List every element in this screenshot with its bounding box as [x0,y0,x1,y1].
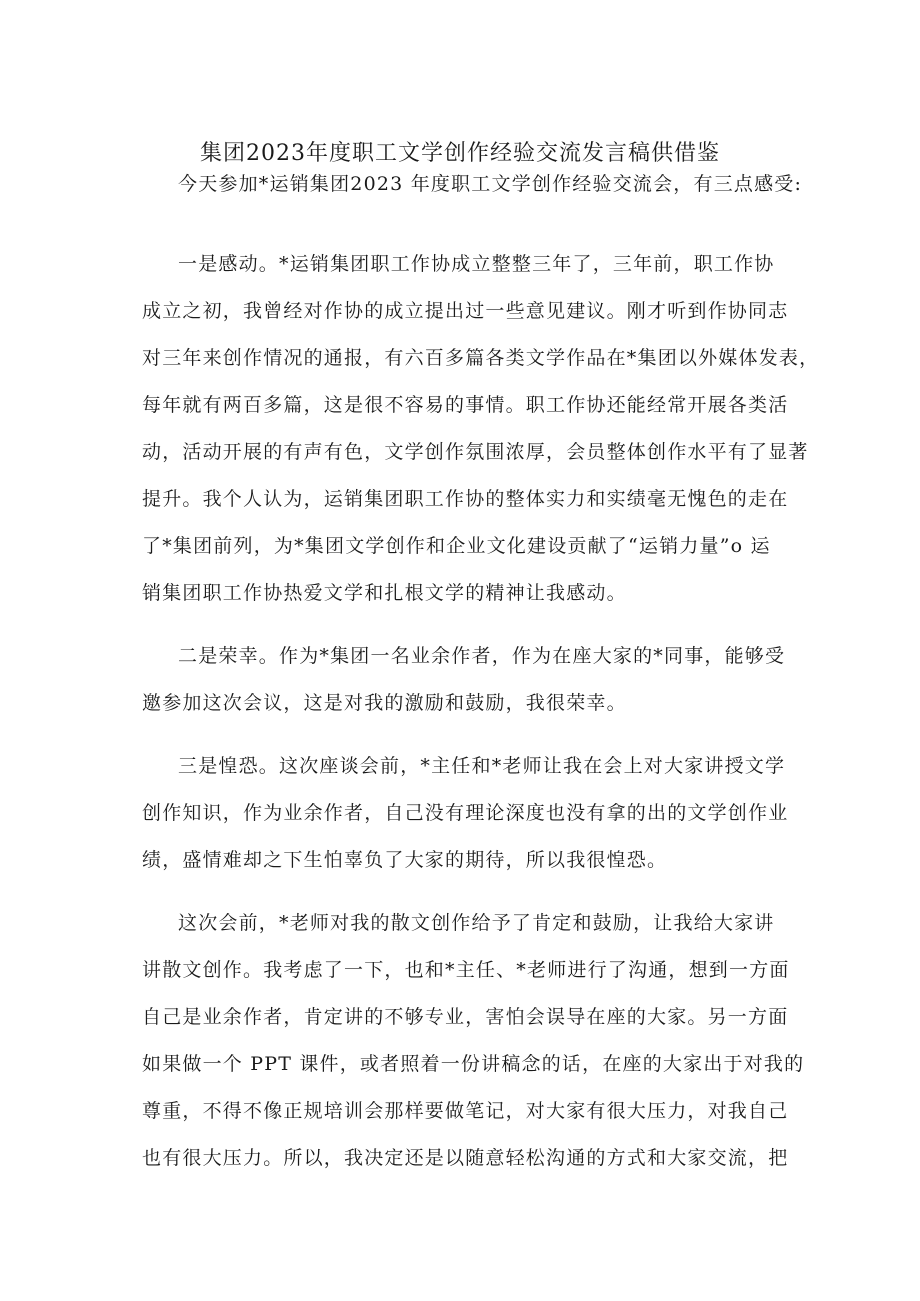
paragraph-line: 创作知识，作为业余作者，自己没有理论深度也没有拿的出的文学创作业 [142,802,789,824]
paragraph-line: 邀参加这次会议，这是对我的激励和鼓励，我很荣幸。 [142,692,627,714]
document-title: 集团2023年度职工文学创作经验交流发言稿供借鉴 [200,141,720,166]
paragraph-line: 今天参加*运销集团2023 年度职工文学创作经验交流会，有三点感受: [178,173,803,195]
paragraph-line: 对三年来创作情况的通报，有六百多篇各类文学作品在*集团以外媒体发表， [142,347,820,369]
paragraph-line: 二是荣幸。作为*集团一名业余作者，作为在座大家的*同事，能够受 [178,645,786,667]
paragraph-line: 提升。我个人认为，运销集团职工作协的整体实力和实绩毫无愧色的走在 [142,488,789,510]
paragraph-line: 也有很大压力。所以，我决定还是以随意轻松沟通的方式和大家交流，把 [142,1147,789,1169]
paragraph-line: 讲散文创作。我考虑了一下，也和*主任、*老师进行了沟通，想到一方面 [142,959,790,981]
paragraph-line: 销集团职工作协热爱文学和扎根文学的精神让我感动。 [142,582,627,604]
paragraph-line: 尊重，不得不像正规培训会那样要做笔记，对大家有很大压力，对我自己 [142,1100,789,1122]
paragraph-line: 自己是业余作者，肯定讲的不够专业，害怕会误导在座的大家。另一方面 [142,1006,789,1028]
paragraph-line: 如果做一个 PPT 课件，或者照着一份讲稿念的话，在座的大家出于对我的 [142,1053,805,1075]
paragraph-line: 了*集团前列，为*集团文学创作和企业文化建设贡献了“运销力量”o 运 [142,535,771,557]
paragraph-line: 成立之初，我曾经对作协的成立提出过一些意见建议。刚才听到作协同志 [142,300,789,322]
paragraph-line: 每年就有两百多篇，这是很不容易的事情。职工作协还能经常开展各类活 [142,394,789,416]
paragraph-line: 这次会前，*老师对我的散文创作给予了肯定和鼓励，让我给大家讲 [178,912,775,934]
paragraph-line: 动，活动开展的有声有色，文学创作氛围浓厚，会员整体创作水平有了显著 [142,441,809,463]
paragraph-line: 一是感动。*运销集团职工作协成立整整三年了，三年前，职工作协 [178,253,775,275]
paragraph-line: 绩，盛情难却之下生怕辜负了大家的期待，所以我很惶恐。 [142,849,668,871]
paragraph-line: 三是惶恐。这次座谈会前，*主任和*老师让我在会上对大家讲授文学 [178,755,786,777]
